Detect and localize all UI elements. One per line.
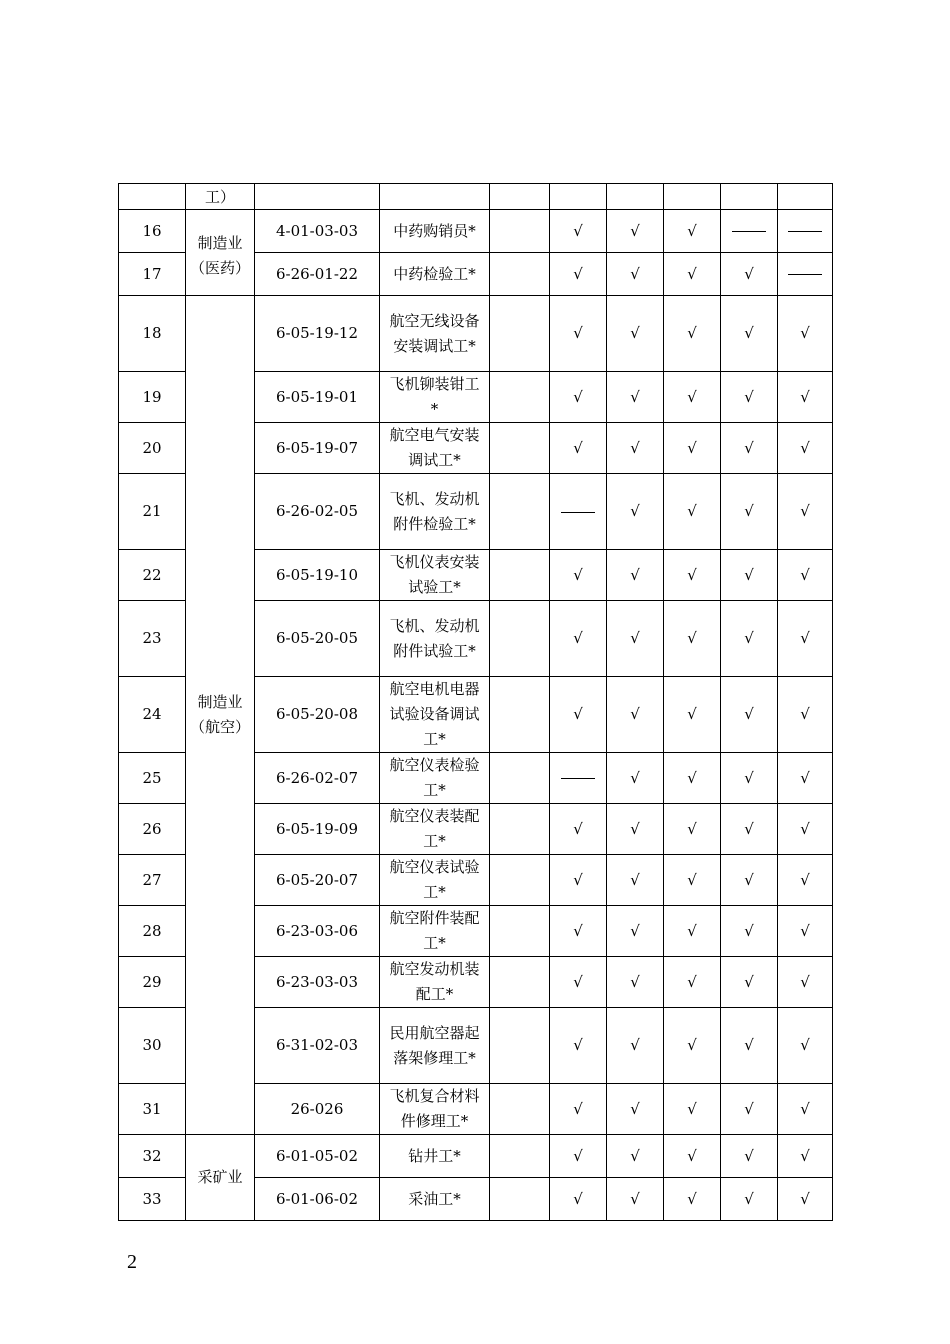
level-mark: √: [664, 1008, 721, 1084]
level-mark: √: [550, 372, 607, 423]
occupation-code: 6-31-02-03: [255, 1008, 380, 1084]
level-mark: √: [664, 601, 721, 677]
occupation-name: 航空仪表装配工*: [389, 807, 480, 850]
level-mark: √: [778, 601, 833, 677]
level-mark: √: [664, 677, 721, 753]
level-mark: [721, 210, 778, 253]
blank-cell: [490, 423, 550, 474]
level-mark: √: [721, 957, 778, 1008]
occupation-name-cell: [380, 855, 490, 906]
occupation-name-cell: [380, 1135, 490, 1178]
level-mark: √: [778, 1135, 833, 1178]
level-mark: √: [778, 474, 833, 550]
occupation-code: 6-05-20-08: [255, 677, 380, 753]
occupation-code: 6-05-19-12: [255, 296, 380, 372]
level-mark: √: [721, 753, 778, 804]
level-mark: √: [607, 296, 664, 372]
occupation-name-cell: [380, 804, 490, 855]
blank-cell: [490, 1135, 550, 1178]
level-mark: √: [664, 423, 721, 474]
level-mark: √: [721, 601, 778, 677]
occupation-name-cell: [380, 957, 490, 1008]
level-mark: √: [550, 957, 607, 1008]
row-number: 25: [119, 753, 186, 804]
occupation-name: 中药购销员*: [393, 221, 476, 240]
level-mark: √: [550, 253, 607, 296]
occupation-name: 采油工*: [408, 1189, 461, 1208]
level-mark: √: [778, 804, 833, 855]
row-number: 30: [119, 1008, 186, 1084]
level-mark: √: [778, 1178, 833, 1221]
category-cell: 采矿业: [186, 1135, 255, 1221]
level-mark: √: [550, 855, 607, 906]
level-mark: √: [550, 423, 607, 474]
table-row: [119, 296, 833, 372]
occupation-name-cell: [380, 423, 490, 474]
row-number: 18: [119, 296, 186, 372]
occupation-name-cell: [380, 601, 490, 677]
level-mark: √: [607, 1178, 664, 1221]
level-mark: √: [664, 753, 721, 804]
level-mark: √: [664, 1178, 721, 1221]
row-number: 16: [119, 210, 186, 253]
blank-cell: [490, 1178, 550, 1221]
level-mark: √: [607, 210, 664, 253]
dash-mark: [561, 778, 595, 779]
level-mark: √: [664, 957, 721, 1008]
occupation-name: 航空仪表检验工*: [389, 756, 480, 799]
row-number: 20: [119, 423, 186, 474]
blank-cell: [490, 753, 550, 804]
dash-mark: [561, 512, 595, 513]
occupation-name-cell: [380, 753, 490, 804]
level-mark: √: [721, 1135, 778, 1178]
level-mark: √: [607, 1008, 664, 1084]
blank-cell: [490, 296, 550, 372]
occupation-name-cell: [380, 1178, 490, 1221]
row-number: 29: [119, 957, 186, 1008]
blank-cell: [490, 253, 550, 296]
occupation-name-cell: [380, 474, 490, 550]
occupation-name: 航空电气安装调试工*: [389, 426, 480, 469]
level-mark: √: [607, 804, 664, 855]
level-mark: √: [721, 372, 778, 423]
occupation-table: [118, 183, 833, 1221]
row-number: 21: [119, 474, 186, 550]
occupation-code: 6-01-05-02: [255, 1135, 380, 1178]
level-mark: √: [607, 550, 664, 601]
level-mark: √: [721, 474, 778, 550]
level-mark: [778, 253, 833, 296]
occupation-code: 6-26-01-22: [255, 253, 380, 296]
blank-cell: [490, 906, 550, 957]
occupation-name: 航空电机电器试验设备调试工*: [389, 680, 480, 748]
level-mark: √: [721, 855, 778, 906]
occupation-name-cell: [380, 1084, 490, 1135]
occupation-code: 26-026: [255, 1084, 380, 1135]
occupation-name-cell: [380, 1008, 490, 1084]
level-mark: √: [778, 957, 833, 1008]
level-mark: √: [607, 753, 664, 804]
row-number: 26: [119, 804, 186, 855]
level-mark: √: [607, 253, 664, 296]
occupation-name: 中药检验工*: [393, 264, 476, 283]
occupation-code: 6-23-03-03: [255, 957, 380, 1008]
level-mark: √: [721, 253, 778, 296]
occupation-name: 飞机复合材料件修理工*: [389, 1087, 480, 1130]
row-number: 19: [119, 372, 186, 423]
blank-cell: [490, 372, 550, 423]
blank-cell: [490, 474, 550, 550]
level-mark: √: [778, 296, 833, 372]
level-mark: √: [664, 1135, 721, 1178]
occupation-code: 6-23-03-06: [255, 906, 380, 957]
level-mark: √: [607, 855, 664, 906]
level-mark: √: [664, 906, 721, 957]
occupation-name: 飞机、发动机附件试验工*: [389, 616, 480, 660]
level-mark: √: [550, 550, 607, 601]
level-mark: [550, 753, 607, 804]
level-mark: √: [607, 372, 664, 423]
level-mark: √: [721, 550, 778, 601]
level-mark: √: [721, 906, 778, 957]
occupation-name: 航空附件装配工*: [389, 909, 480, 952]
level-mark: √: [778, 906, 833, 957]
occupation-name: 飞机仪表安装试验工*: [389, 553, 480, 596]
occupation-name-cell: [380, 372, 490, 423]
level-mark: √: [721, 1084, 778, 1135]
occupation-name-cell: [380, 906, 490, 957]
blank-cell: [490, 550, 550, 601]
row-number: 22: [119, 550, 186, 601]
level-mark: √: [550, 210, 607, 253]
occupation-name: 航空发动机装配工*: [389, 960, 480, 1003]
occupation-code: 6-01-06-02: [255, 1178, 380, 1221]
level-mark: √: [778, 550, 833, 601]
blank-cell: [490, 601, 550, 677]
level-mark: √: [664, 1084, 721, 1135]
blank-cell: [490, 1084, 550, 1135]
table-row: [119, 184, 833, 210]
occupation-name: 飞机、发动机附件检验工*: [389, 489, 480, 533]
level-mark: [778, 210, 833, 253]
level-mark: √: [664, 550, 721, 601]
dash-mark: [788, 274, 822, 275]
row-number: 31: [119, 1084, 186, 1135]
occupation-name-cell: [380, 296, 490, 372]
blank-cell: [490, 210, 550, 253]
occupation-code: 4-01-03-03: [255, 210, 380, 253]
dash-mark: [732, 231, 766, 232]
level-mark: √: [721, 1008, 778, 1084]
occupation-code: 6-26-02-07: [255, 753, 380, 804]
level-mark: √: [607, 1084, 664, 1135]
page-number: 2: [127, 1251, 137, 1273]
table-row: [119, 210, 833, 253]
level-mark: √: [664, 804, 721, 855]
occupation-code: 6-05-20-05: [255, 601, 380, 677]
level-mark: √: [607, 957, 664, 1008]
blank-cell: [490, 677, 550, 753]
row-number: 24: [119, 677, 186, 753]
level-mark: √: [664, 855, 721, 906]
level-mark: √: [721, 804, 778, 855]
occupation-name-cell: [380, 550, 490, 601]
blank-cell: [490, 855, 550, 906]
level-mark: √: [550, 677, 607, 753]
occupation-code: 6-26-02-05: [255, 474, 380, 550]
level-mark: √: [550, 804, 607, 855]
level-mark: √: [778, 1084, 833, 1135]
row-number: 32: [119, 1135, 186, 1178]
level-mark: √: [721, 423, 778, 474]
row-number: 23: [119, 601, 186, 677]
level-mark: √: [778, 423, 833, 474]
blank-cell: [490, 957, 550, 1008]
level-mark: √: [778, 1008, 833, 1084]
level-mark: [550, 474, 607, 550]
occupation-name-cell: [380, 253, 490, 296]
category-cell: 工）: [186, 184, 255, 210]
blank-cell: [490, 1008, 550, 1084]
occupation-name: 民用航空器起落架修理工*: [389, 1023, 480, 1067]
occupation-name-cell: [380, 677, 490, 753]
row-number: 17: [119, 253, 186, 296]
level-mark: √: [664, 296, 721, 372]
occupation-name-cell: [380, 210, 490, 253]
level-mark: √: [550, 1178, 607, 1221]
row-number: 33: [119, 1178, 186, 1221]
level-mark: √: [607, 601, 664, 677]
level-mark: √: [607, 677, 664, 753]
level-mark: √: [778, 372, 833, 423]
level-mark: √: [664, 474, 721, 550]
level-mark: √: [778, 855, 833, 906]
level-mark: √: [550, 1084, 607, 1135]
level-mark: √: [607, 906, 664, 957]
occupation-name: 航空无线设备安装调试工*: [389, 311, 480, 355]
level-mark: √: [664, 253, 721, 296]
category-cell: 制造业（航空）: [186, 296, 255, 1135]
table-row: [119, 1135, 833, 1178]
level-mark: √: [550, 601, 607, 677]
level-mark: √: [664, 372, 721, 423]
category-cell: 制造业（医药）: [186, 210, 255, 296]
level-mark: √: [607, 474, 664, 550]
level-mark: √: [721, 677, 778, 753]
level-mark: √: [721, 1178, 778, 1221]
blank-cell: [490, 804, 550, 855]
row-number: 28: [119, 906, 186, 957]
level-mark: √: [550, 1008, 607, 1084]
level-mark: √: [550, 1135, 607, 1178]
level-mark: √: [550, 906, 607, 957]
level-mark: √: [664, 210, 721, 253]
occupation-name: 航空仪表试验工*: [389, 858, 480, 901]
level-mark: √: [607, 1135, 664, 1178]
level-mark: √: [778, 677, 833, 753]
dash-mark: [788, 231, 822, 232]
occupation-name: 钻井工*: [408, 1146, 461, 1165]
row-number: 27: [119, 855, 186, 906]
occupation-code: 6-05-19-01: [255, 372, 380, 423]
occupation-code: 6-05-19-10: [255, 550, 380, 601]
level-mark: √: [721, 296, 778, 372]
level-mark: √: [778, 753, 833, 804]
occupation-code: 6-05-19-07: [255, 423, 380, 474]
level-mark: √: [607, 423, 664, 474]
occupation-code: 6-05-20-07: [255, 855, 380, 906]
occupation-name: 飞机铆装钳工*: [389, 375, 480, 418]
level-mark: √: [550, 296, 607, 372]
occupation-code: 6-05-19-09: [255, 804, 380, 855]
